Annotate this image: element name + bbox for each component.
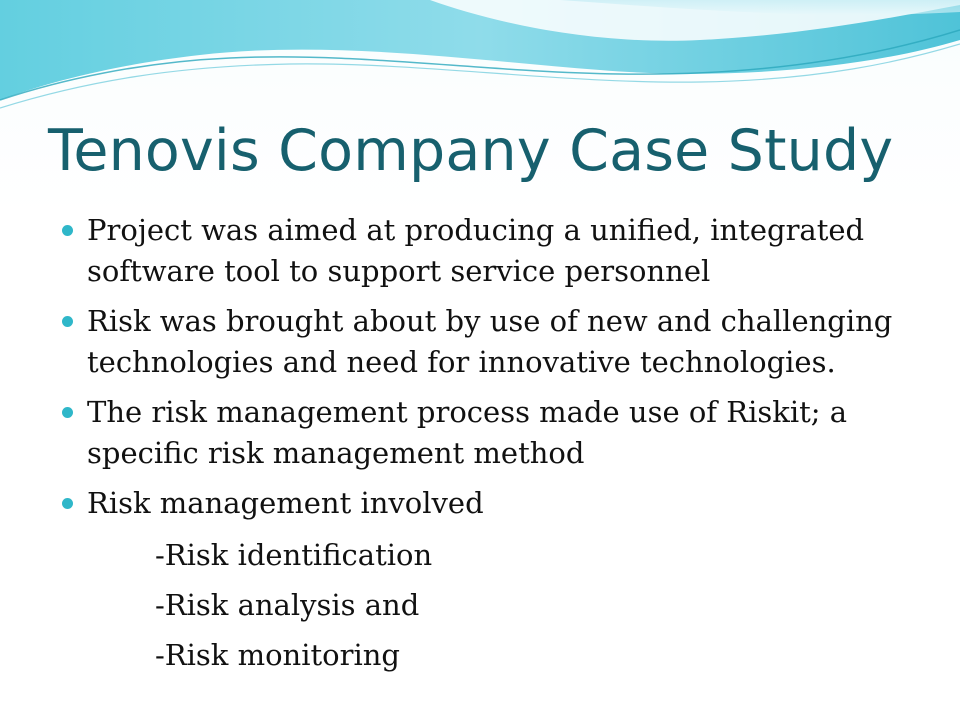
bullet-list	[62, 210, 922, 689]
bullet-dot-icon	[62, 316, 73, 327]
sub-item-risk-identification: -Risk identification	[155, 538, 433, 572]
sub-item-risk-monitoring: -Risk monitoring	[155, 638, 400, 672]
sub-item-list	[87, 530, 922, 680]
bullet-item	[62, 301, 922, 383]
bullet-dot-icon	[62, 407, 73, 418]
bullet-dot-icon	[62, 225, 73, 236]
sub-item-risk-analysis: -Risk analysis and	[155, 588, 420, 622]
bullet-item	[62, 210, 922, 292]
bullet-item	[62, 483, 922, 680]
slide-title: Tenovis Company Case Study	[48, 118, 894, 184]
bullet-text: Risk was brought about by use of new and challenging technologies and need for innovative technologies.	[87, 304, 893, 379]
bullet-text: Risk management involved	[87, 486, 484, 520]
bullet-item	[62, 392, 922, 474]
bullet-text: The risk management process made use of Riskit; a specific risk management method	[87, 395, 848, 470]
bullet-dot-icon	[62, 498, 73, 509]
header-wave-decoration	[0, 0, 960, 130]
bullet-text: Project was aimed at producing a unified, integrated software tool to support service personnel	[87, 213, 865, 288]
